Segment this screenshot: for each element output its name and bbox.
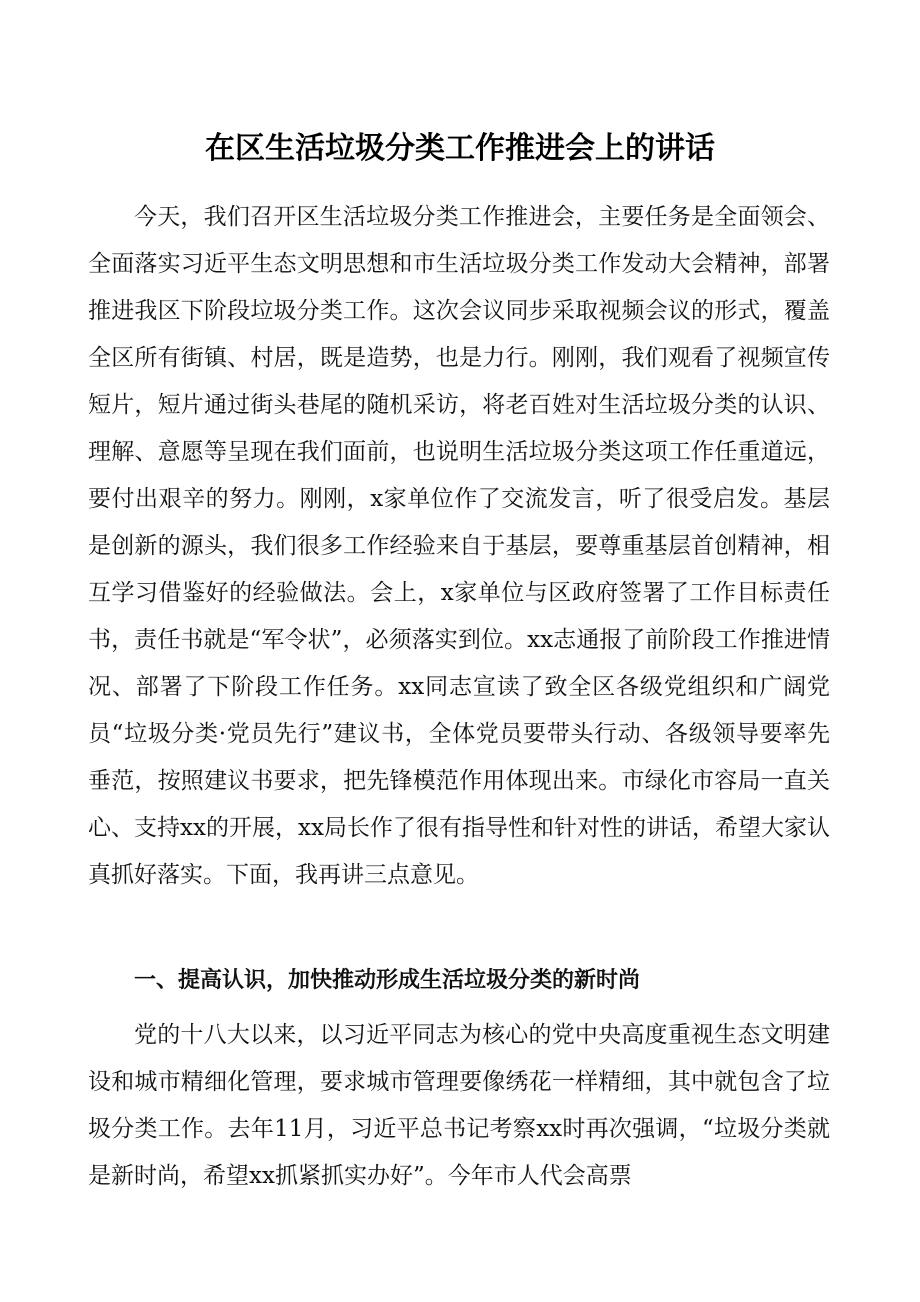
paragraph-section-1: 党的十八大以来，以习近平同志为核心的党中央高度重视生态文明建设和城市精细化管理，要求城市管理要像绣花一样精细，其中就包含了垃圾分类工作。去年11月，习近平总书记考察xx时再次强调，“垃圾分类就是新时尚，希望xx抓紧抓实办好”。今年市人代会高票 [88,1022,830,1189]
section-heading-1: 一、提高认识，加快推动形成生活垃圾分类的新时尚 [134,968,641,993]
document-title: 在区生活垃圾分类工作推进会上的讲话 [205,131,715,166]
paragraph-intro: 今天，我们召开区生活垃圾分类工作推进会，主要任务是全面领会、全面落实习近平生态文明思想和市生活垃圾分类工作发动大会精神，部署推进我区下阶段垃圾分类工作。这次会议同步采取视频会议的形式，覆盖全区所有街镇、村居，既是造势，也是力行。刚刚，我们观看了视频宣传短片，短片通过街头巷尾的随机采访，将老百姓对生活垃圾分类的认识、理解、意愿等呈现在我们面前，也说明生活垃圾分类这项工作任重道远，要付出艰辛的努力。刚刚，x家单位作了交流发言，听了很受启发。基层是创新的源头，我们很多工作经验来自于基层，要尊重基层首创精神，相互学习借鉴好的经验做法。会上，x家单位与区政府签署了工作目标责任书，责任书就是“军令状”，必须落实到位。xx志通报了前阶段工作推进情况、部署了下阶段工作任务。xx同志宣读了致全区各级党组织和广阔党员“垃圾分类·党员先行”建议书，全体党员要带头行动、各级领导要率先垂范，按照建议书要求，把先锋模范作用体现出来。市绿化市容局一直关心、支持xx的开展，xx局长作了很有指导性和针对性的讲话，希望大家认真抓好落实。下面，我再讲三点意见。 [88,204,830,888]
